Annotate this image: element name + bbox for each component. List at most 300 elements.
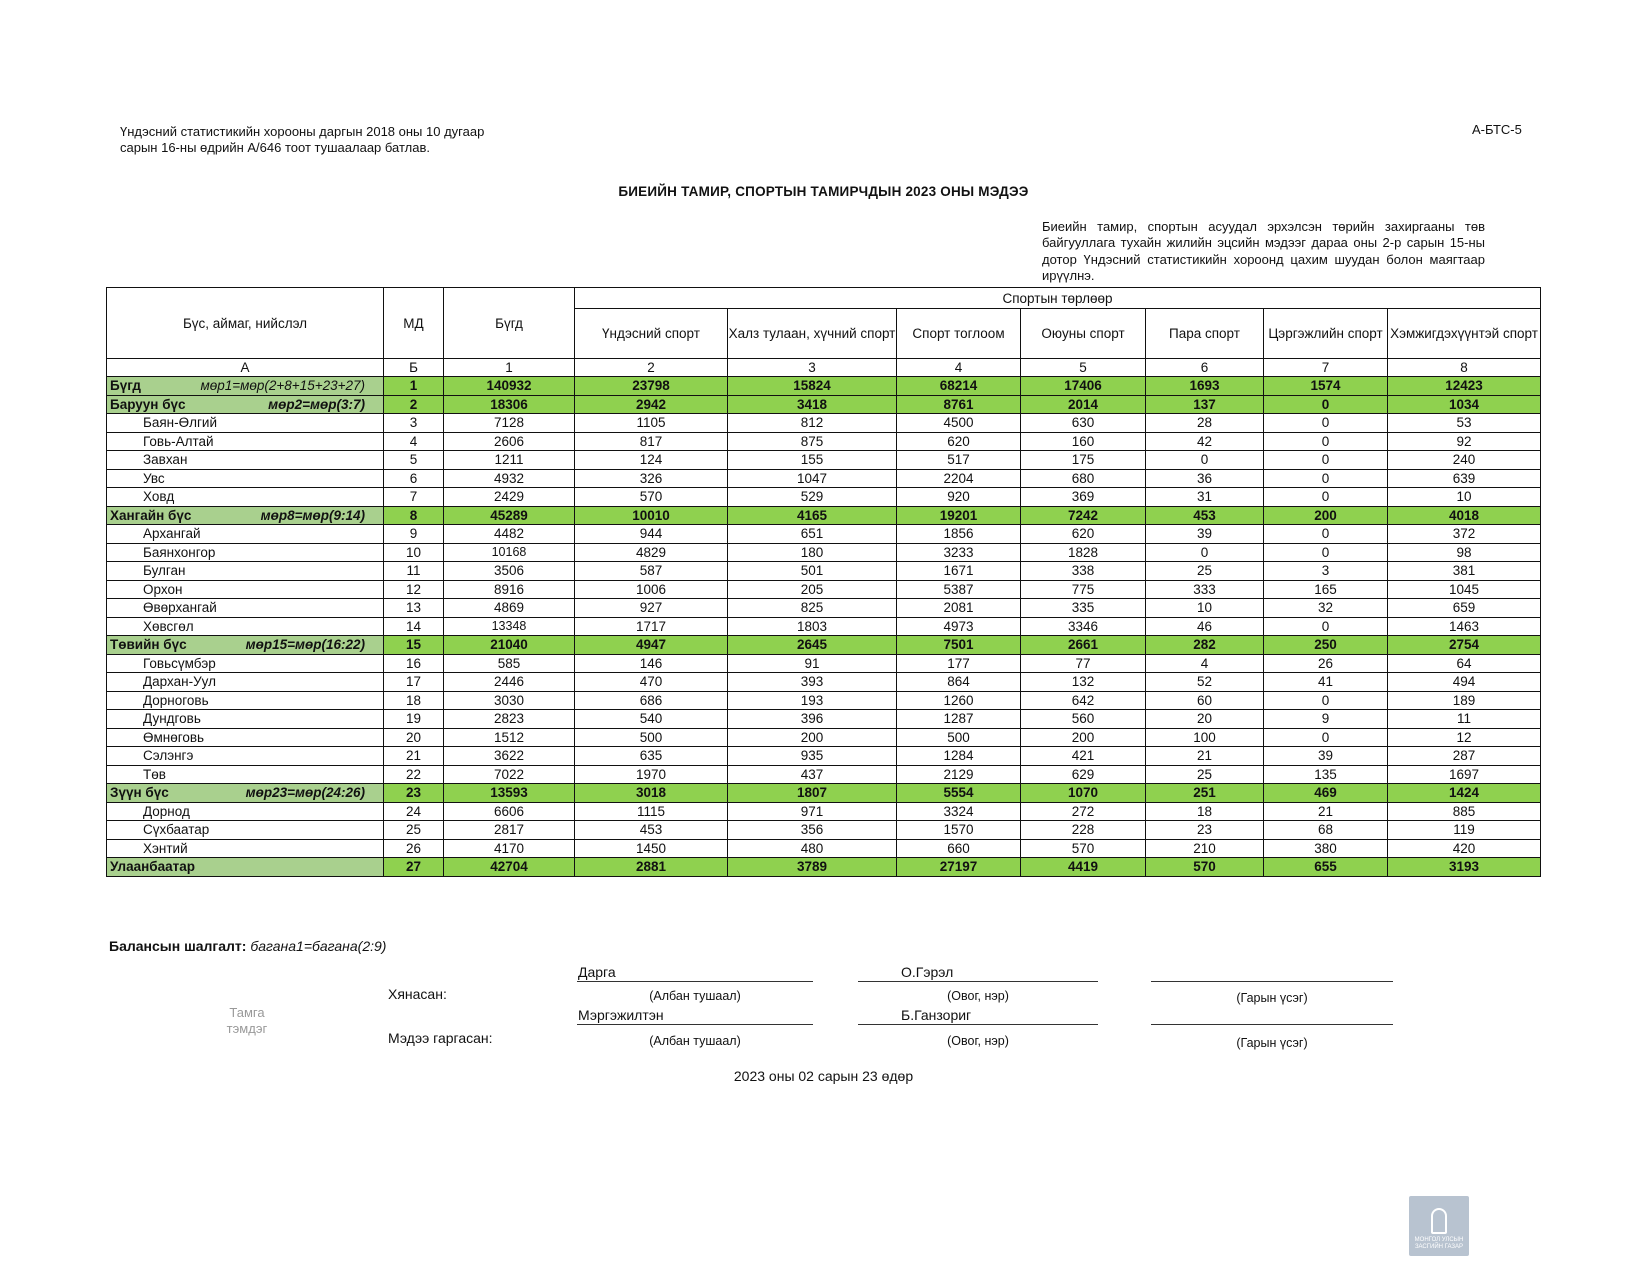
row-sport-value: 1671 — [897, 562, 1021, 581]
row-sport-value: 659 — [1388, 599, 1541, 618]
row-name-cell — [107, 691, 384, 710]
table-row — [107, 414, 1541, 433]
row-sport-value: 971 — [728, 802, 897, 821]
row-total-value: 18306 — [444, 395, 575, 414]
preparer-name-line — [858, 1024, 1098, 1025]
row-sport-value: 25 — [1146, 765, 1264, 784]
row-sport-value: 2129 — [897, 765, 1021, 784]
row-sport-value: 1424 — [1388, 784, 1541, 803]
row-sport-value: 137 — [1146, 395, 1264, 414]
col-code: Б — [384, 359, 444, 377]
row-sport-value: 135 — [1264, 765, 1388, 784]
row-total-value: 21040 — [444, 636, 575, 655]
row-sport-value: 3233 — [897, 543, 1021, 562]
row-sport-value: 480 — [728, 839, 897, 858]
col-code: 2 — [575, 359, 728, 377]
row-sport-value: 98 — [1388, 543, 1541, 562]
row-sport-value: 146 — [575, 654, 728, 673]
row-name: Баян-Өлгий — [143, 415, 218, 431]
row-sport-value: 935 — [728, 747, 897, 766]
row-sport-value: 1807 — [728, 784, 897, 803]
table-row — [107, 617, 1541, 636]
row-name-cell — [107, 377, 384, 396]
row-sport-value: 68 — [1264, 821, 1388, 840]
row-sport-value: 2014 — [1021, 395, 1146, 414]
row-sport-value: 686 — [575, 691, 728, 710]
row-name-cell — [107, 506, 384, 525]
col-code: 7 — [1264, 359, 1388, 377]
row-md: 22 — [384, 765, 444, 784]
row-total-value: 1512 — [444, 728, 575, 747]
col-header-sport: Хэмжигдэхүүнтэй спорт — [1388, 309, 1541, 359]
row-sport-value: 12 — [1388, 728, 1541, 747]
row-sport-value: 240 — [1388, 451, 1541, 470]
row-sport-value: 812 — [728, 414, 897, 433]
row-total-value: 4932 — [444, 469, 575, 488]
row-sport-value: 635 — [575, 747, 728, 766]
row-sport-value: 32 — [1264, 599, 1388, 618]
table-row-subtotal — [107, 636, 1541, 655]
row-sport-value: 228 — [1021, 821, 1146, 840]
row-total-value: 4482 — [444, 525, 575, 544]
row-md: 24 — [384, 802, 444, 821]
row-sport-value: 9 — [1264, 710, 1388, 729]
row-sport-value: 1034 — [1388, 395, 1541, 414]
row-sport-value: 46 — [1146, 617, 1264, 636]
caption-name: (Овог, нэр) — [947, 1034, 1009, 1048]
row-name-cell — [107, 728, 384, 747]
row-md: 17 — [384, 673, 444, 692]
table-row-subtotal — [107, 395, 1541, 414]
row-sport-value: 680 — [1021, 469, 1146, 488]
row-name: Дорноговь — [143, 692, 209, 708]
row-sport-value: 380 — [1264, 839, 1388, 858]
row-sport-value: 1260 — [897, 691, 1021, 710]
row-name-cell — [107, 580, 384, 599]
row-sport-value: 570 — [1146, 858, 1264, 877]
prepared-label: Мэдээ гаргасан: — [388, 1030, 493, 1046]
row-sport-value: 501 — [728, 562, 897, 581]
row-formula: мөр2=мөр(3:7) — [268, 396, 365, 412]
row-sport-value: 1105 — [575, 414, 728, 433]
row-total-value: 4170 — [444, 839, 575, 858]
col-code: 6 — [1146, 359, 1264, 377]
row-total-value: 2817 — [444, 821, 575, 840]
row-sport-value: 160 — [1021, 432, 1146, 451]
row-sport-value: 210 — [1146, 839, 1264, 858]
col-code: 4 — [897, 359, 1021, 377]
reviewer-position-line — [577, 981, 813, 982]
col-code: 8 — [1388, 359, 1541, 377]
row-sport-value: 420 — [1388, 839, 1541, 858]
row-sport-value: 200 — [1264, 506, 1388, 525]
preparer-signature-line — [1151, 1024, 1393, 1025]
row-name-cell — [107, 654, 384, 673]
row-name-cell — [107, 469, 384, 488]
row-name-cell — [107, 802, 384, 821]
row-name: Завхан — [143, 452, 188, 468]
row-sport-value: 19201 — [897, 506, 1021, 525]
row-md: 10 — [384, 543, 444, 562]
row-name: Баянхонгор — [143, 544, 216, 560]
row-sport-value: 60 — [1146, 691, 1264, 710]
row-sport-value: 4829 — [575, 543, 728, 562]
row-sport-value: 3346 — [1021, 617, 1146, 636]
row-total-value: 2606 — [444, 432, 575, 451]
row-sport-value: 1970 — [575, 765, 728, 784]
row-name-cell — [107, 432, 384, 451]
table-row — [107, 432, 1541, 451]
row-name-cell — [107, 636, 384, 655]
row-name-cell — [107, 839, 384, 858]
row-sport-value: 1570 — [897, 821, 1021, 840]
col-header-md: МД — [384, 288, 444, 359]
row-sport-value: 372 — [1388, 525, 1541, 544]
row-sport-value: 177 — [897, 654, 1021, 673]
row-total-value: 3030 — [444, 691, 575, 710]
row-name: Төвийн бүс — [110, 637, 187, 653]
preparer-position: Мэргэжилтэн — [578, 1007, 664, 1023]
row-sport-value: 396 — [728, 710, 897, 729]
row-md: 8 — [384, 506, 444, 525]
row-sport-value: 825 — [728, 599, 897, 618]
row-total-value: 45289 — [444, 506, 575, 525]
row-sport-value: 1450 — [575, 839, 728, 858]
row-sport-value: 91 — [728, 654, 897, 673]
row-md: 11 — [384, 562, 444, 581]
row-name-cell — [107, 543, 384, 562]
row-total-value: 2446 — [444, 673, 575, 692]
table-row — [107, 525, 1541, 544]
row-sport-value: 1287 — [897, 710, 1021, 729]
caption-signature: (Гарын үсэг) — [1236, 991, 1308, 1005]
row-sport-value: 15824 — [728, 377, 897, 396]
row-sport-value: 287 — [1388, 747, 1541, 766]
statistics-table — [106, 287, 1541, 877]
table-row — [107, 765, 1541, 784]
col-header-sport: Халз тулаан, хүчний спорт — [728, 309, 897, 359]
row-sport-value: 5387 — [897, 580, 1021, 599]
table-row — [107, 710, 1541, 729]
code-row — [107, 359, 1541, 377]
row-sport-value: 31 — [1146, 488, 1264, 507]
soyombo-icon — [1431, 1208, 1447, 1234]
stamp-placeholder: Тамга тэмдэг — [226, 1005, 268, 1036]
table-row — [107, 802, 1541, 821]
row-sport-value: 100 — [1146, 728, 1264, 747]
reviewed-label: Хянасан: — [388, 986, 447, 1002]
row-sport-value: 1115 — [575, 802, 728, 821]
row-md: 6 — [384, 469, 444, 488]
row-sport-value: 77 — [1021, 654, 1146, 673]
row-sport-value: 175 — [1021, 451, 1146, 470]
preparer-name: Б.Ганзориг — [901, 1007, 972, 1023]
balance-formula: багана1=багана(2:9) — [250, 938, 387, 954]
row-formula: мөр15=мөр(16:22) — [245, 637, 365, 652]
row-name: Өмнөговь — [143, 729, 205, 745]
row-sport-value: 10 — [1388, 488, 1541, 507]
row-sport-value: 920 — [897, 488, 1021, 507]
row-md: 20 — [384, 728, 444, 747]
row-name-cell — [107, 821, 384, 840]
row-sport-value: 200 — [1021, 728, 1146, 747]
row-name: Увс — [143, 470, 165, 486]
row-sport-value: 885 — [1388, 802, 1541, 821]
col-code: А — [107, 359, 384, 377]
table-row — [107, 747, 1541, 766]
col-header-group: Спортын төрлөөр — [575, 288, 1541, 309]
row-sport-value: 8761 — [897, 395, 1021, 414]
row-sport-value: 0 — [1264, 617, 1388, 636]
row-sport-value: 356 — [728, 821, 897, 840]
row-sport-value: 587 — [575, 562, 728, 581]
row-name: Дундговь — [143, 711, 201, 727]
approval-note — [120, 124, 540, 156]
row-sport-value: 469 — [1264, 784, 1388, 803]
row-sport-value: 381 — [1388, 562, 1541, 581]
row-name: Дорнод — [143, 803, 190, 819]
row-sport-value: 18 — [1146, 802, 1264, 821]
row-sport-value: 4 — [1146, 654, 1264, 673]
row-sport-value: 1006 — [575, 580, 728, 599]
row-sport-value: 250 — [1264, 636, 1388, 655]
row-name: Зүүн бүс — [110, 785, 169, 801]
row-sport-value: 1463 — [1388, 617, 1541, 636]
row-sport-value: 1070 — [1021, 784, 1146, 803]
approval-line-1: Үндэсний статистикийн хорооны даргын 2018 оны 10 дугаар — [120, 124, 485, 139]
row-sport-value: 68214 — [897, 377, 1021, 396]
row-formula: мөр1=мөр(2+8+15+23+27) — [200, 378, 365, 393]
row-sport-value: 0 — [1264, 414, 1388, 433]
row-sport-value: 25 — [1146, 562, 1264, 581]
col-code: 1 — [444, 359, 575, 377]
document-title: БИЕИЙН ТАМИР, СПОРТЫН ТАМИРЧДЫН 2023 ОНЫ МЭДЭЭ — [618, 184, 1029, 199]
table-row-subtotal — [107, 784, 1541, 803]
row-sport-value: 1803 — [728, 617, 897, 636]
row-sport-value: 540 — [575, 710, 728, 729]
row-sport-value: 17406 — [1021, 377, 1146, 396]
row-sport-value: 620 — [1021, 525, 1146, 544]
row-sport-value: 5554 — [897, 784, 1021, 803]
row-total-value: 7128 — [444, 414, 575, 433]
row-sport-value: 64 — [1388, 654, 1541, 673]
row-total-value: 4869 — [444, 599, 575, 618]
row-name: Булган — [143, 563, 186, 579]
row-sport-value: 4947 — [575, 636, 728, 655]
row-sport-value: 2661 — [1021, 636, 1146, 655]
row-md: 14 — [384, 617, 444, 636]
row-sport-value: 0 — [1264, 451, 1388, 470]
table-row — [107, 821, 1541, 840]
reviewer-name: О.Гэрэл — [901, 964, 954, 980]
row-sport-value: 10010 — [575, 506, 728, 525]
row-sport-value: 1045 — [1388, 580, 1541, 599]
table-row-subtotal — [107, 858, 1541, 877]
row-sport-value: 817 — [575, 432, 728, 451]
row-sport-value: 10 — [1146, 599, 1264, 618]
row-sport-value: 4973 — [897, 617, 1021, 636]
row-sport-value: 119 — [1388, 821, 1541, 840]
col-header-sport: Пара спорт — [1146, 309, 1264, 359]
row-sport-value: 369 — [1021, 488, 1146, 507]
row-md: 12 — [384, 580, 444, 599]
row-total-value: 585 — [444, 654, 575, 673]
reviewer-name-line — [858, 981, 1098, 982]
row-sport-value: 0 — [1264, 525, 1388, 544]
row-md: 9 — [384, 525, 444, 544]
row-sport-value: 326 — [575, 469, 728, 488]
row-total-value: 2429 — [444, 488, 575, 507]
row-sport-value: 0 — [1264, 543, 1388, 562]
row-md: 7 — [384, 488, 444, 507]
row-sport-value: 1693 — [1146, 377, 1264, 396]
row-sport-value: 189 — [1388, 691, 1541, 710]
col-header-sport: Үндэсний спорт — [575, 309, 728, 359]
row-total-value: 10168 — [444, 543, 575, 562]
row-name: Ховд — [143, 489, 175, 505]
row-sport-value: 2754 — [1388, 636, 1541, 655]
row-sport-value: 494 — [1388, 673, 1541, 692]
row-name: Баруун бүс — [110, 396, 186, 412]
row-sport-value: 41 — [1264, 673, 1388, 692]
row-md: 19 — [384, 710, 444, 729]
row-sport-value: 205 — [728, 580, 897, 599]
row-total-value: 13348 — [444, 617, 575, 636]
row-sport-value: 0 — [1146, 543, 1264, 562]
row-sport-value: 0 — [1264, 728, 1388, 747]
row-sport-value: 28 — [1146, 414, 1264, 433]
row-md: 5 — [384, 451, 444, 470]
row-name: Улаанбаатар — [110, 859, 196, 875]
table-row-subtotal — [107, 377, 1541, 396]
row-sport-value: 23 — [1146, 821, 1264, 840]
row-name-cell — [107, 562, 384, 581]
row-name-cell — [107, 673, 384, 692]
row-sport-value: 92 — [1388, 432, 1541, 451]
preparer-position-line — [577, 1024, 813, 1025]
row-sport-value: 42 — [1146, 432, 1264, 451]
caption-position: (Албан тушаал) — [649, 1034, 741, 1048]
row-sport-value: 470 — [575, 673, 728, 692]
row-sport-value: 11 — [1388, 710, 1541, 729]
row-sport-value: 2645 — [728, 636, 897, 655]
table-body — [107, 377, 1541, 877]
row-sport-value: 944 — [575, 525, 728, 544]
table-row — [107, 543, 1541, 562]
row-md: 2 — [384, 395, 444, 414]
row-sport-value: 1856 — [897, 525, 1021, 544]
row-sport-value: 282 — [1146, 636, 1264, 655]
row-name: Хангайн бүс — [110, 507, 192, 523]
row-total-value: 3506 — [444, 562, 575, 581]
submission-note: Биеийн тамир, спортын асуудал эрхэлсэн төрийн захиргааны төв байгууллага тухайн жилийн эцсийн мэдээг дараа оны 2-р сарын 15-ны дотор Үндэсний статистикийн хороонд цахим шуудан болон маягтаар ирүүлнэ. — [1042, 219, 1485, 283]
row-sport-value: 639 — [1388, 469, 1541, 488]
row-sport-value: 3418 — [728, 395, 897, 414]
row-sport-value: 0 — [1264, 691, 1388, 710]
col-header-sport: Оюуны спорт — [1021, 309, 1146, 359]
row-formula: мөр8=мөр(9:14) — [260, 507, 365, 523]
row-sport-value: 560 — [1021, 710, 1146, 729]
row-sport-value: 124 — [575, 451, 728, 470]
balance-check — [109, 938, 386, 954]
form-code: А-БТС-5 — [1472, 122, 1522, 137]
row-total-value: 6606 — [444, 802, 575, 821]
table-row — [107, 728, 1541, 747]
row-total-value: 2823 — [444, 710, 575, 729]
row-name-cell — [107, 451, 384, 470]
table-row — [107, 839, 1541, 858]
row-sport-value: 200 — [728, 728, 897, 747]
row-md: 21 — [384, 747, 444, 766]
col-header-total: Бүгд — [444, 288, 575, 359]
table-row-subtotal — [107, 506, 1541, 525]
row-sport-value: 39 — [1264, 747, 1388, 766]
row-sport-value: 3018 — [575, 784, 728, 803]
reviewer-signature-line — [1151, 981, 1393, 982]
row-name: Дархан-Уул — [143, 674, 216, 690]
row-sport-value: 642 — [1021, 691, 1146, 710]
row-sport-value: 2081 — [897, 599, 1021, 618]
row-name: Архангай — [143, 526, 201, 542]
row-name-cell — [107, 617, 384, 636]
row-md: 1 — [384, 377, 444, 396]
row-sport-value: 39 — [1146, 525, 1264, 544]
row-md: 27 — [384, 858, 444, 877]
row-sport-value: 3 — [1264, 562, 1388, 581]
row-sport-value: 1574 — [1264, 377, 1388, 396]
row-sport-value: 651 — [728, 525, 897, 544]
row-md: 25 — [384, 821, 444, 840]
row-sport-value: 620 — [897, 432, 1021, 451]
row-name-cell — [107, 599, 384, 618]
row-sport-value: 21 — [1146, 747, 1264, 766]
col-header-sport: Спорт тоглоом — [897, 309, 1021, 359]
row-sport-value: 517 — [897, 451, 1021, 470]
row-name: Говь-Алтай — [143, 433, 214, 449]
row-sport-value: 12423 — [1388, 377, 1541, 396]
table-row — [107, 469, 1541, 488]
row-sport-value: 2942 — [575, 395, 728, 414]
row-sport-value: 0 — [1146, 451, 1264, 470]
row-name: Бүгд — [110, 378, 141, 394]
row-md: 3 — [384, 414, 444, 433]
row-sport-value: 393 — [728, 673, 897, 692]
row-md: 13 — [384, 599, 444, 618]
row-name: Орхон — [143, 581, 183, 597]
row-sport-value: 7501 — [897, 636, 1021, 655]
row-sport-value: 0 — [1264, 488, 1388, 507]
table-row — [107, 488, 1541, 507]
row-name: Сэлэнгэ — [143, 748, 194, 764]
row-sport-value: 36 — [1146, 469, 1264, 488]
row-sport-value: 26 — [1264, 654, 1388, 673]
row-md: 15 — [384, 636, 444, 655]
row-formula: мөр23=мөр(24:26) — [245, 785, 365, 800]
row-name: Хөвсгөл — [143, 618, 194, 634]
row-sport-value: 0 — [1264, 469, 1388, 488]
row-name: Хэнтий — [143, 840, 188, 856]
row-sport-value: 927 — [575, 599, 728, 618]
row-sport-value: 165 — [1264, 580, 1388, 599]
row-sport-value: 193 — [728, 691, 897, 710]
table-row — [107, 562, 1541, 581]
row-sport-value: 1047 — [728, 469, 897, 488]
caption-signature: (Гарын үсэг) — [1236, 1036, 1308, 1050]
row-sport-value: 1828 — [1021, 543, 1146, 562]
row-md: 18 — [384, 691, 444, 710]
row-sport-value: 500 — [897, 728, 1021, 747]
row-sport-value: 437 — [728, 765, 897, 784]
